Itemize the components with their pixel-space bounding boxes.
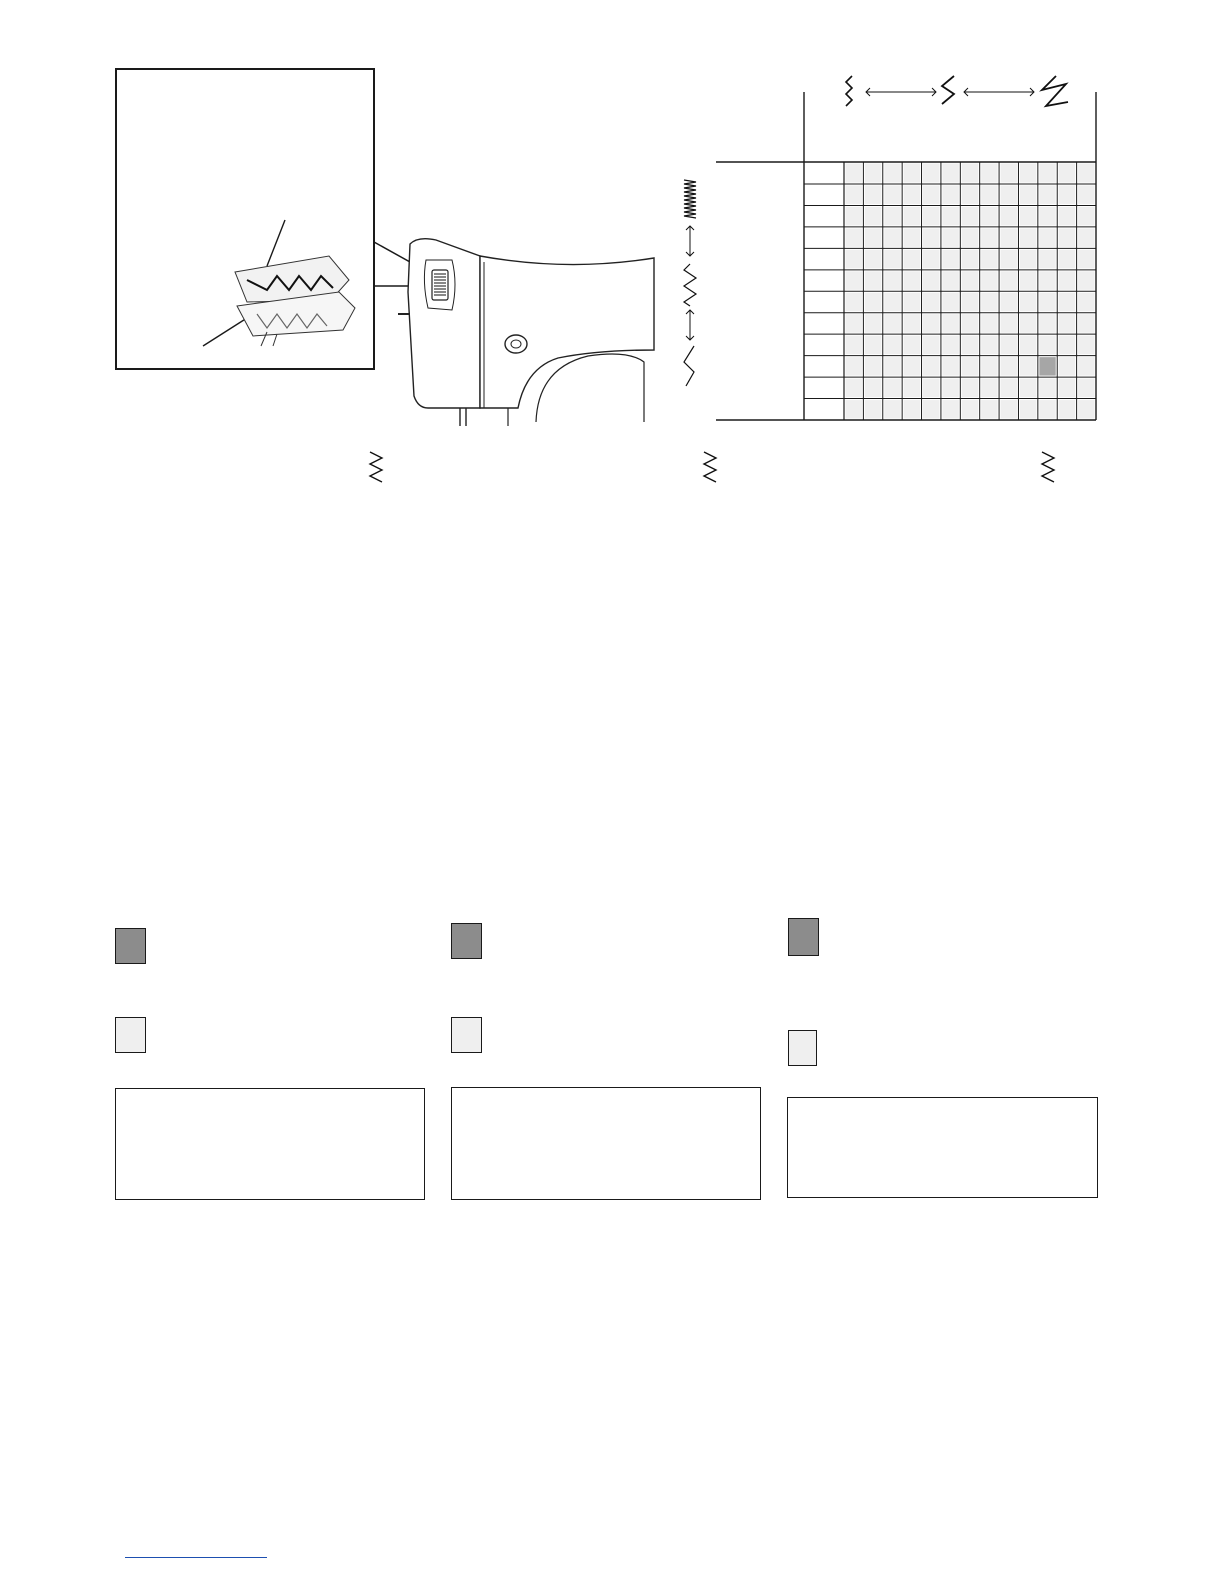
- grid-header-cell: [962, 164, 978, 183]
- grid-cell: [962, 293, 978, 311]
- grid-cell: [846, 186, 862, 204]
- grid-cell: [884, 336, 900, 354]
- grid-cell: [1059, 379, 1075, 397]
- grid-cell: [962, 314, 978, 332]
- grid-cell: [962, 379, 978, 397]
- grid-cell: [884, 250, 900, 268]
- grid-cell: [1039, 186, 1055, 204]
- grid-cell: [1020, 228, 1036, 246]
- grid-cell: [1059, 357, 1075, 375]
- grid-cell: [865, 271, 881, 289]
- grid-cell: [1001, 379, 1017, 397]
- grid-cell: [1020, 293, 1036, 311]
- fabric-stitch-illustration: [117, 70, 373, 368]
- grid-cell: [942, 293, 958, 311]
- grid-cell: [981, 293, 997, 311]
- grid-cell: [1078, 250, 1094, 268]
- grid-cell: [1078, 400, 1094, 418]
- open-zigzag-icon: [684, 346, 694, 386]
- grid-cell: [1020, 250, 1036, 268]
- grid-cell: [1078, 207, 1094, 225]
- grid-cell: [1001, 271, 1017, 289]
- grid-cell: [884, 271, 900, 289]
- grid-cell: [846, 379, 862, 397]
- grid-cell: [1078, 228, 1094, 246]
- zigzag-marker-icon: [366, 448, 386, 488]
- grid-cell: [846, 228, 862, 246]
- grid-cell: [904, 271, 920, 289]
- grid-header-cell: [865, 164, 881, 183]
- grid-cell: [846, 293, 862, 311]
- grid-cell: [942, 379, 958, 397]
- note-box: [451, 1087, 761, 1200]
- grid-cell: [981, 250, 997, 268]
- grid-cell: [1039, 228, 1055, 246]
- grid-cell: [1059, 250, 1075, 268]
- grid-header-cell: [1020, 164, 1036, 183]
- grid-cell: [884, 357, 900, 375]
- light-swatch: [115, 1017, 146, 1053]
- footer-link-underline: [125, 1557, 267, 1558]
- grid-cell: [1039, 379, 1055, 397]
- light-swatch: [451, 1017, 482, 1053]
- grid-cell: [962, 250, 978, 268]
- grid-cell: [1020, 400, 1036, 418]
- grid-cell: [942, 336, 958, 354]
- grid-cell: [1078, 336, 1094, 354]
- dark-swatch: [451, 923, 482, 959]
- grid-cell: [865, 336, 881, 354]
- grid-cell: [1001, 186, 1017, 204]
- grid-cell: [1001, 207, 1017, 225]
- light-swatch: [788, 1030, 817, 1066]
- grid-cell: [865, 314, 881, 332]
- grid-cell: [1039, 314, 1055, 332]
- grid-cell: [962, 336, 978, 354]
- grid-cell: [865, 207, 881, 225]
- inset-illustration: [115, 68, 375, 370]
- grid-cell: [962, 186, 978, 204]
- note-box: [787, 1097, 1098, 1198]
- grid-cell: [865, 357, 881, 375]
- grid-cell: [923, 207, 939, 225]
- grid-cell: [981, 400, 997, 418]
- grid-cell: [942, 271, 958, 289]
- grid-cell: [942, 228, 958, 246]
- grid-cell: [1020, 207, 1036, 225]
- grid-cell: [1059, 293, 1075, 311]
- stitch-length-scale: [680, 176, 700, 388]
- grid-cell: [1059, 228, 1075, 246]
- grid-cell: [865, 250, 881, 268]
- zigzag-marker-icon: [1038, 448, 1058, 488]
- grid-cell: [942, 186, 958, 204]
- grid-cell: [1078, 186, 1094, 204]
- grid-cell: [1001, 336, 1017, 354]
- grid-cell: [1020, 379, 1036, 397]
- grid-cell: [884, 379, 900, 397]
- grid-cell: [1020, 186, 1036, 204]
- grid-cell: [904, 379, 920, 397]
- grid-cell: [981, 207, 997, 225]
- grid-cell: [1078, 314, 1094, 332]
- dense-zigzag-icon: [684, 180, 696, 218]
- grid-cell: [1001, 293, 1017, 311]
- length-arrow-icon: [686, 226, 694, 256]
- grid-cell: [981, 357, 997, 375]
- grid-cell: [846, 250, 862, 268]
- grid-cell: [865, 293, 881, 311]
- grid-cell: [1001, 357, 1017, 375]
- grid-cell: [884, 400, 900, 418]
- grid-header-cell: [981, 164, 997, 183]
- grid-cell: [923, 186, 939, 204]
- grid-cell: [981, 379, 997, 397]
- grid-cell: [1059, 207, 1075, 225]
- grid-cell: [904, 186, 920, 204]
- grid-cell: [884, 186, 900, 204]
- grid-cell: [923, 293, 939, 311]
- grid-cell: [1020, 271, 1036, 289]
- grid-cell: [923, 336, 939, 354]
- grid-cell: [942, 314, 958, 332]
- grid-cell: [904, 250, 920, 268]
- grid-cell: [923, 228, 939, 246]
- grid-cell: [904, 293, 920, 311]
- grid-cell: [904, 314, 920, 332]
- grid-cell: [1039, 271, 1055, 289]
- grid-cell: [1001, 314, 1017, 332]
- grid-header-cell: [1078, 164, 1094, 183]
- grid-cell: [981, 186, 997, 204]
- grid-cell: [846, 207, 862, 225]
- grid-cell: [1078, 379, 1094, 397]
- grid-cell: [923, 250, 939, 268]
- note-box: [115, 1088, 425, 1200]
- grid-cell: [1039, 250, 1055, 268]
- sewing-machine-illustration: [388, 232, 656, 432]
- grid-cell: [865, 186, 881, 204]
- grid-cell: [923, 400, 939, 418]
- grid-cell: [942, 357, 958, 375]
- highlighted-grid-cell: [1039, 357, 1055, 375]
- grid-cell: [884, 228, 900, 246]
- grid-cell: [981, 271, 997, 289]
- grid-cell: [923, 314, 939, 332]
- grid-cell: [904, 400, 920, 418]
- grid-header-cell: [1001, 164, 1017, 183]
- stitch-setting-chart: [680, 66, 1100, 436]
- grid-cell: [865, 400, 881, 418]
- grid-cell: [1078, 293, 1094, 311]
- grid-cell: [942, 400, 958, 418]
- stitch-marker-row: [360, 448, 1060, 488]
- grid-cell: [962, 271, 978, 289]
- grid-cell: [1001, 250, 1017, 268]
- grid-cell: [1059, 186, 1075, 204]
- grid-cell: [1078, 357, 1094, 375]
- grid-cell: [1059, 400, 1075, 418]
- grid-cell: [962, 228, 978, 246]
- grid-cell: [962, 207, 978, 225]
- grid-cell: [1078, 271, 1094, 289]
- grid-cell: [962, 357, 978, 375]
- grid-header-cell: [923, 164, 939, 183]
- grid-cell: [884, 314, 900, 332]
- grid-cell: [981, 336, 997, 354]
- grid-cell: [904, 207, 920, 225]
- grid-cell: [846, 314, 862, 332]
- grid-cell: [1020, 336, 1036, 354]
- dark-swatch: [115, 928, 146, 964]
- grid-cell: [865, 379, 881, 397]
- grid-cell: [846, 336, 862, 354]
- grid-cell: [1039, 293, 1055, 311]
- grid-cell: [1039, 336, 1055, 354]
- grid-cell: [962, 400, 978, 418]
- grid-header-cell: [942, 164, 958, 183]
- grid-cell: [923, 357, 939, 375]
- grid-header-cell: [1059, 164, 1075, 183]
- grid-header-cell: [904, 164, 920, 183]
- grid-cell: [846, 357, 862, 375]
- grid-cell: [1059, 314, 1075, 332]
- grid-cell: [1059, 336, 1075, 354]
- grid-cell: [904, 336, 920, 354]
- grid-cell: [1020, 357, 1036, 375]
- grid-cell: [1039, 207, 1055, 225]
- grid-cell: [981, 228, 997, 246]
- grid-cell: [1059, 271, 1075, 289]
- grid-cell: [846, 400, 862, 418]
- grid-cell: [884, 207, 900, 225]
- grid-cell: [1039, 400, 1055, 418]
- grid-cell: [904, 357, 920, 375]
- grid-cell: [923, 379, 939, 397]
- grid-cell: [865, 228, 881, 246]
- grid-cell: [904, 228, 920, 246]
- grid-cell: [923, 271, 939, 289]
- grid-header-cell: [884, 164, 900, 183]
- grid-header-cell: [1039, 164, 1055, 183]
- zigzag-marker-icon: [700, 448, 720, 488]
- grid-cell: [884, 293, 900, 311]
- grid-cell: [942, 250, 958, 268]
- length-arrow-icon: [686, 310, 694, 340]
- grid-header-cell: [846, 164, 862, 183]
- grid-cell: [846, 271, 862, 289]
- stitch-grid: [716, 92, 1100, 424]
- grid-cell: [1020, 314, 1036, 332]
- grid-cell: [1001, 228, 1017, 246]
- grid-cell: [942, 207, 958, 225]
- grid-cell: [981, 314, 997, 332]
- grid-cell: [1001, 400, 1017, 418]
- dark-swatch: [788, 918, 819, 956]
- medium-zigzag-icon: [684, 264, 696, 306]
